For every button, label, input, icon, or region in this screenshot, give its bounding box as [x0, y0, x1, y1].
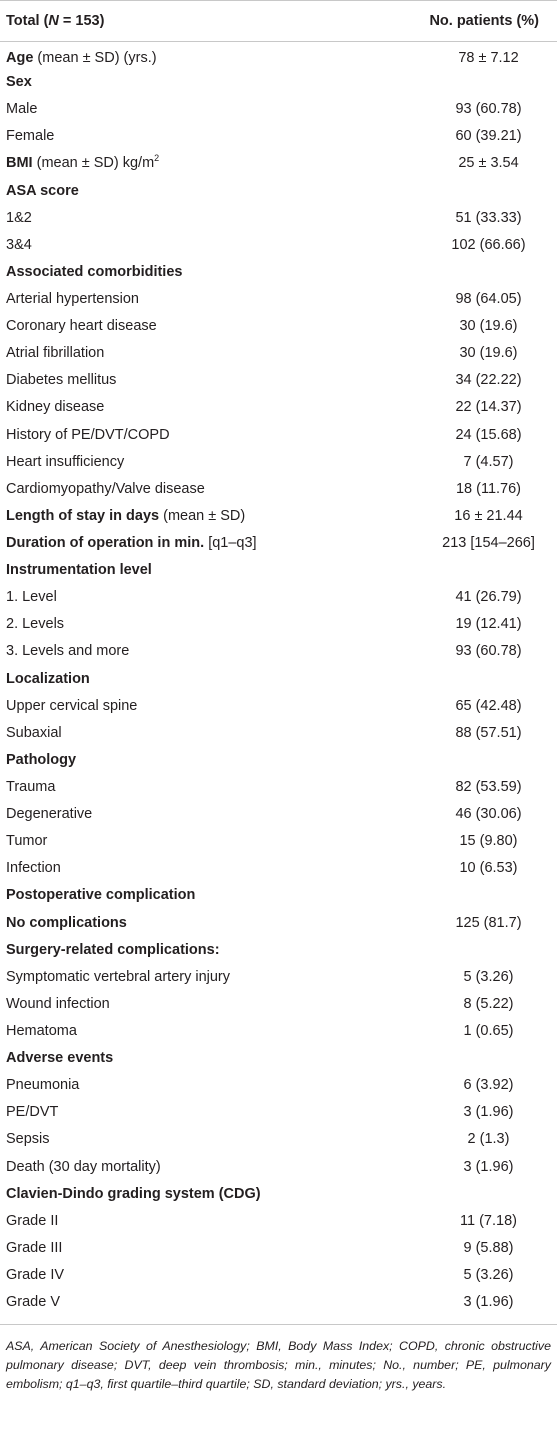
- row-label-text: Cardiomyopathy/Valve disease: [6, 480, 205, 497]
- table-row: [0, 42, 557, 69]
- table-row: [0, 421, 557, 448]
- row-label: [0, 801, 400, 828]
- table-row: [0, 1234, 557, 1261]
- row-label-superscript: 2: [154, 153, 160, 164]
- row-value: 15 (9.80): [459, 833, 518, 850]
- row-label: [0, 285, 400, 312]
- table-row: [0, 719, 557, 746]
- row-value: 1 (0.65): [463, 1022, 514, 1039]
- table-row: [0, 1289, 557, 1316]
- row-label: [0, 990, 400, 1017]
- table-row: [0, 204, 557, 231]
- row-label-text: Female: [6, 128, 55, 145]
- row-value: [400, 936, 557, 963]
- row-value: [400, 258, 557, 285]
- row-label: [0, 231, 400, 258]
- table-row: [0, 1017, 557, 1044]
- row-value: [400, 69, 557, 96]
- row-label-text: Male: [6, 101, 38, 118]
- row-value: 18 (11.76): [455, 480, 522, 497]
- row-label: [0, 502, 400, 529]
- table-row: [0, 1045, 557, 1072]
- row-label-bold: BMI: [6, 155, 33, 172]
- row-label: [0, 42, 400, 69]
- row-label: [0, 448, 400, 475]
- row-value: 10 (6.53): [459, 860, 518, 877]
- row-label: [0, 909, 400, 936]
- row-value: [400, 746, 557, 773]
- table-row: [0, 665, 557, 692]
- row-label: [0, 611, 400, 638]
- row-label-text: Symptomatic vertebral artery injury: [6, 968, 231, 985]
- row-label: [0, 96, 400, 123]
- row-label-bold: Length of stay in days: [6, 507, 160, 524]
- row-label: [0, 746, 400, 773]
- table-row: [0, 475, 557, 502]
- row-label: [0, 123, 400, 150]
- row-label: [0, 1153, 400, 1180]
- table-row: [0, 692, 557, 719]
- row-label-bold: ASA score: [6, 182, 79, 199]
- row-value: [400, 177, 557, 204]
- row-label-text: Grade III: [6, 1239, 63, 1256]
- row-label-text: Trauma: [6, 779, 56, 795]
- table-row: [0, 584, 557, 611]
- row-label-bold: Age: [6, 50, 34, 67]
- table-row: [0, 340, 557, 367]
- row-label-text: (mean ± SD) (yrs.): [33, 50, 157, 67]
- row-value: [400, 665, 557, 692]
- table-row: [0, 936, 557, 963]
- row-value: 7 (4.57): [463, 453, 514, 470]
- row-value: 25 ± 3.54: [458, 155, 519, 172]
- row-label-bold: Localization: [6, 670, 90, 687]
- header-total-n: N: [48, 13, 59, 29]
- row-label-bold: Sex: [6, 74, 32, 91]
- table-row: [0, 1180, 557, 1207]
- row-label: [0, 394, 400, 421]
- table-row: [0, 611, 557, 638]
- row-label: [0, 1207, 400, 1234]
- row-label: [0, 638, 400, 665]
- table-row: [0, 855, 557, 882]
- row-label: [0, 475, 400, 502]
- row-value: 11 (7.18): [460, 1212, 517, 1229]
- row-value: 93 (60.78): [455, 643, 522, 660]
- table-row: [0, 177, 557, 204]
- table-row: [0, 773, 557, 800]
- row-label: [0, 855, 400, 882]
- row-label: [0, 773, 400, 800]
- row-label-bold: Clavien-Dindo grading system (CDG): [6, 1185, 261, 1202]
- row-label: [0, 1045, 400, 1072]
- row-value: 3 (1.96): [463, 1294, 514, 1311]
- row-label: [0, 421, 400, 448]
- row-label-text: 1. Level: [6, 589, 57, 606]
- row-value: 19 (12.41): [455, 616, 522, 633]
- header-total-prefix: Total (: [6, 13, 49, 29]
- header-patients: No. patients (%): [400, 1, 557, 42]
- table-row: [0, 828, 557, 855]
- table-header: [0, 1, 557, 42]
- row-label-text: Subaxial: [6, 724, 62, 741]
- row-value: 30 (19.6): [459, 345, 518, 362]
- row-label-text: [q1–q3]: [204, 535, 257, 552]
- table-row: [0, 638, 557, 665]
- table-row: [0, 557, 557, 584]
- row-value: 5 (3.26): [463, 968, 514, 985]
- row-label-text: Upper cervical spine: [6, 697, 138, 714]
- row-label-text: Grade V: [6, 1294, 60, 1311]
- table-row: [0, 313, 557, 340]
- table-row: [0, 801, 557, 828]
- row-label: [0, 1180, 400, 1207]
- row-value: 3 (1.96): [463, 1158, 514, 1175]
- row-label: [0, 828, 400, 855]
- row-value: 9 (5.88): [463, 1239, 514, 1256]
- row-label: [0, 204, 400, 231]
- row-label-bold: Pathology: [6, 751, 77, 768]
- row-label: [0, 340, 400, 367]
- row-label: [0, 692, 400, 719]
- table-row: [0, 990, 557, 1017]
- row-value: 102 (66.66): [451, 236, 526, 253]
- table-row: [0, 1126, 557, 1153]
- row-label-text: 3&4: [6, 236, 32, 253]
- row-label-text: Tumor: [6, 833, 48, 850]
- header-total: [0, 1, 400, 42]
- row-label-text: Coronary heart disease: [6, 318, 157, 335]
- table-row: [0, 448, 557, 475]
- table-row: [0, 1261, 557, 1288]
- row-value: 65 (42.48): [455, 697, 522, 714]
- row-value: 5 (3.26): [463, 1266, 514, 1283]
- table-row: [0, 258, 557, 285]
- row-label-text: Degenerative: [6, 806, 93, 823]
- row-label: [0, 258, 400, 285]
- row-label-text: Hematoma: [6, 1022, 77, 1039]
- row-value: 125 (81.7): [455, 914, 522, 931]
- row-value: 22 (14.37): [455, 399, 522, 416]
- table-row: [0, 150, 557, 177]
- row-value: [400, 557, 557, 584]
- row-value: 88 (57.51): [455, 724, 522, 741]
- row-label-text: 2. Levels: [6, 616, 65, 633]
- table-row: [0, 69, 557, 96]
- row-label-text: Heart insufficiency: [6, 453, 125, 470]
- row-value: 2 (1.3): [467, 1131, 510, 1148]
- table-row: [0, 746, 557, 773]
- table-row: [0, 285, 557, 312]
- row-label: [0, 1072, 400, 1099]
- row-value: 51 (33.33): [455, 209, 522, 226]
- header-total-suffix: = 153): [58, 13, 105, 29]
- row-label-bold: Surgery-related complications:: [6, 941, 220, 958]
- row-value: 30 (19.6): [459, 318, 518, 335]
- row-label: [0, 719, 400, 746]
- table-row: [0, 1153, 557, 1180]
- row-label-bold: Postoperative complication: [6, 887, 196, 904]
- row-label: [0, 963, 400, 990]
- row-value: 3 (1.96): [463, 1104, 514, 1121]
- row-label-text: PE/DVT: [6, 1104, 59, 1121]
- row-label-text: Sepsis: [6, 1131, 50, 1148]
- row-label-text: Diabetes mellitus: [6, 372, 117, 389]
- row-label-bold: Adverse events: [6, 1050, 114, 1067]
- row-label: [0, 1234, 400, 1261]
- row-label-text: Pneumonia: [6, 1077, 80, 1094]
- row-label-text: Kidney disease: [6, 399, 105, 416]
- row-label-bold: Associated comorbidities: [6, 263, 183, 280]
- row-label: [0, 69, 400, 96]
- table-row: [0, 909, 557, 936]
- row-value: 93 (60.78): [455, 101, 522, 118]
- row-label: [0, 557, 400, 584]
- row-label-text: Death (30 day mortality): [6, 1158, 161, 1175]
- row-label-text: 3. Levels and more: [6, 643, 130, 660]
- row-label: [0, 1126, 400, 1153]
- row-label: [0, 665, 400, 692]
- row-label-text: Wound infection: [6, 995, 110, 1012]
- row-label: [0, 1099, 400, 1126]
- row-label-text: (mean ± SD) kg/m: [32, 155, 155, 172]
- row-label-text: 1&2: [6, 209, 32, 226]
- row-value: 46 (30.06): [455, 806, 522, 823]
- row-label-text: (mean ± SD): [159, 507, 246, 524]
- row-label-bold: No complications: [6, 914, 127, 931]
- row-value: 41 (26.79): [455, 589, 522, 606]
- table-row: [0, 96, 557, 123]
- row-value: 60 (39.21): [455, 128, 522, 145]
- row-value: [400, 1180, 557, 1207]
- row-label-text: Atrial fibrillation: [6, 345, 105, 362]
- table-row: [0, 1099, 557, 1126]
- table-row: [0, 963, 557, 990]
- table-row: [0, 367, 557, 394]
- row-label-text: Grade IV: [6, 1266, 65, 1283]
- row-label: [0, 529, 400, 556]
- table-row: [0, 502, 557, 529]
- row-label-text: Infection: [6, 860, 61, 877]
- row-label-text: History of PE/DVT/COPD: [6, 426, 170, 443]
- row-value: 8 (5.22): [463, 995, 514, 1012]
- row-value: 98 (64.05): [455, 291, 522, 308]
- table-body: [0, 42, 557, 1316]
- table-footnote: ASA, American Society of Anesthesiology; BMI, Body Mass Index; COPD, chronic obstructive pulmonary disease; DVT, deep vein thrombosis; min., minutes; No., number; PE, pulmonary embolism; q1–q3, first quartile–third quartile; SD, standard deviation; yrs., years.: [0, 1324, 557, 1394]
- header-row: [0, 1, 557, 42]
- row-label: [0, 367, 400, 394]
- row-label: [0, 882, 400, 909]
- row-value: 213 [154–266]: [442, 535, 535, 552]
- row-value: 24 (15.68): [455, 426, 522, 443]
- row-value: 78 ± 7.12: [458, 50, 519, 67]
- table-row: [0, 394, 557, 421]
- row-label-text: Grade II: [6, 1212, 59, 1229]
- row-label-text: Arterial hypertension: [6, 291, 139, 308]
- row-label: [0, 584, 400, 611]
- table-row: [0, 231, 557, 258]
- row-value: 16 ± 21.44: [454, 507, 523, 524]
- table-row: [0, 1072, 557, 1099]
- row-label-bold: Duration of operation in min.: [6, 535, 205, 552]
- row-label-bold: Instrumentation level: [6, 562, 152, 579]
- row-label: [0, 936, 400, 963]
- row-label: [0, 313, 400, 340]
- table-row: [0, 882, 557, 909]
- table-row: [0, 1207, 557, 1234]
- row-label: [0, 1289, 400, 1316]
- row-value: [400, 882, 557, 909]
- row-label: [0, 1017, 400, 1044]
- table-row: [0, 529, 557, 556]
- table-row: [0, 123, 557, 150]
- row-label: [0, 177, 400, 204]
- row-value: 82 (53.59): [455, 779, 522, 795]
- row-value: [400, 1045, 557, 1072]
- row-label: [0, 1261, 400, 1288]
- row-label: [0, 150, 400, 177]
- row-value: 6 (3.92): [463, 1077, 514, 1094]
- row-value: 34 (22.22): [455, 372, 522, 389]
